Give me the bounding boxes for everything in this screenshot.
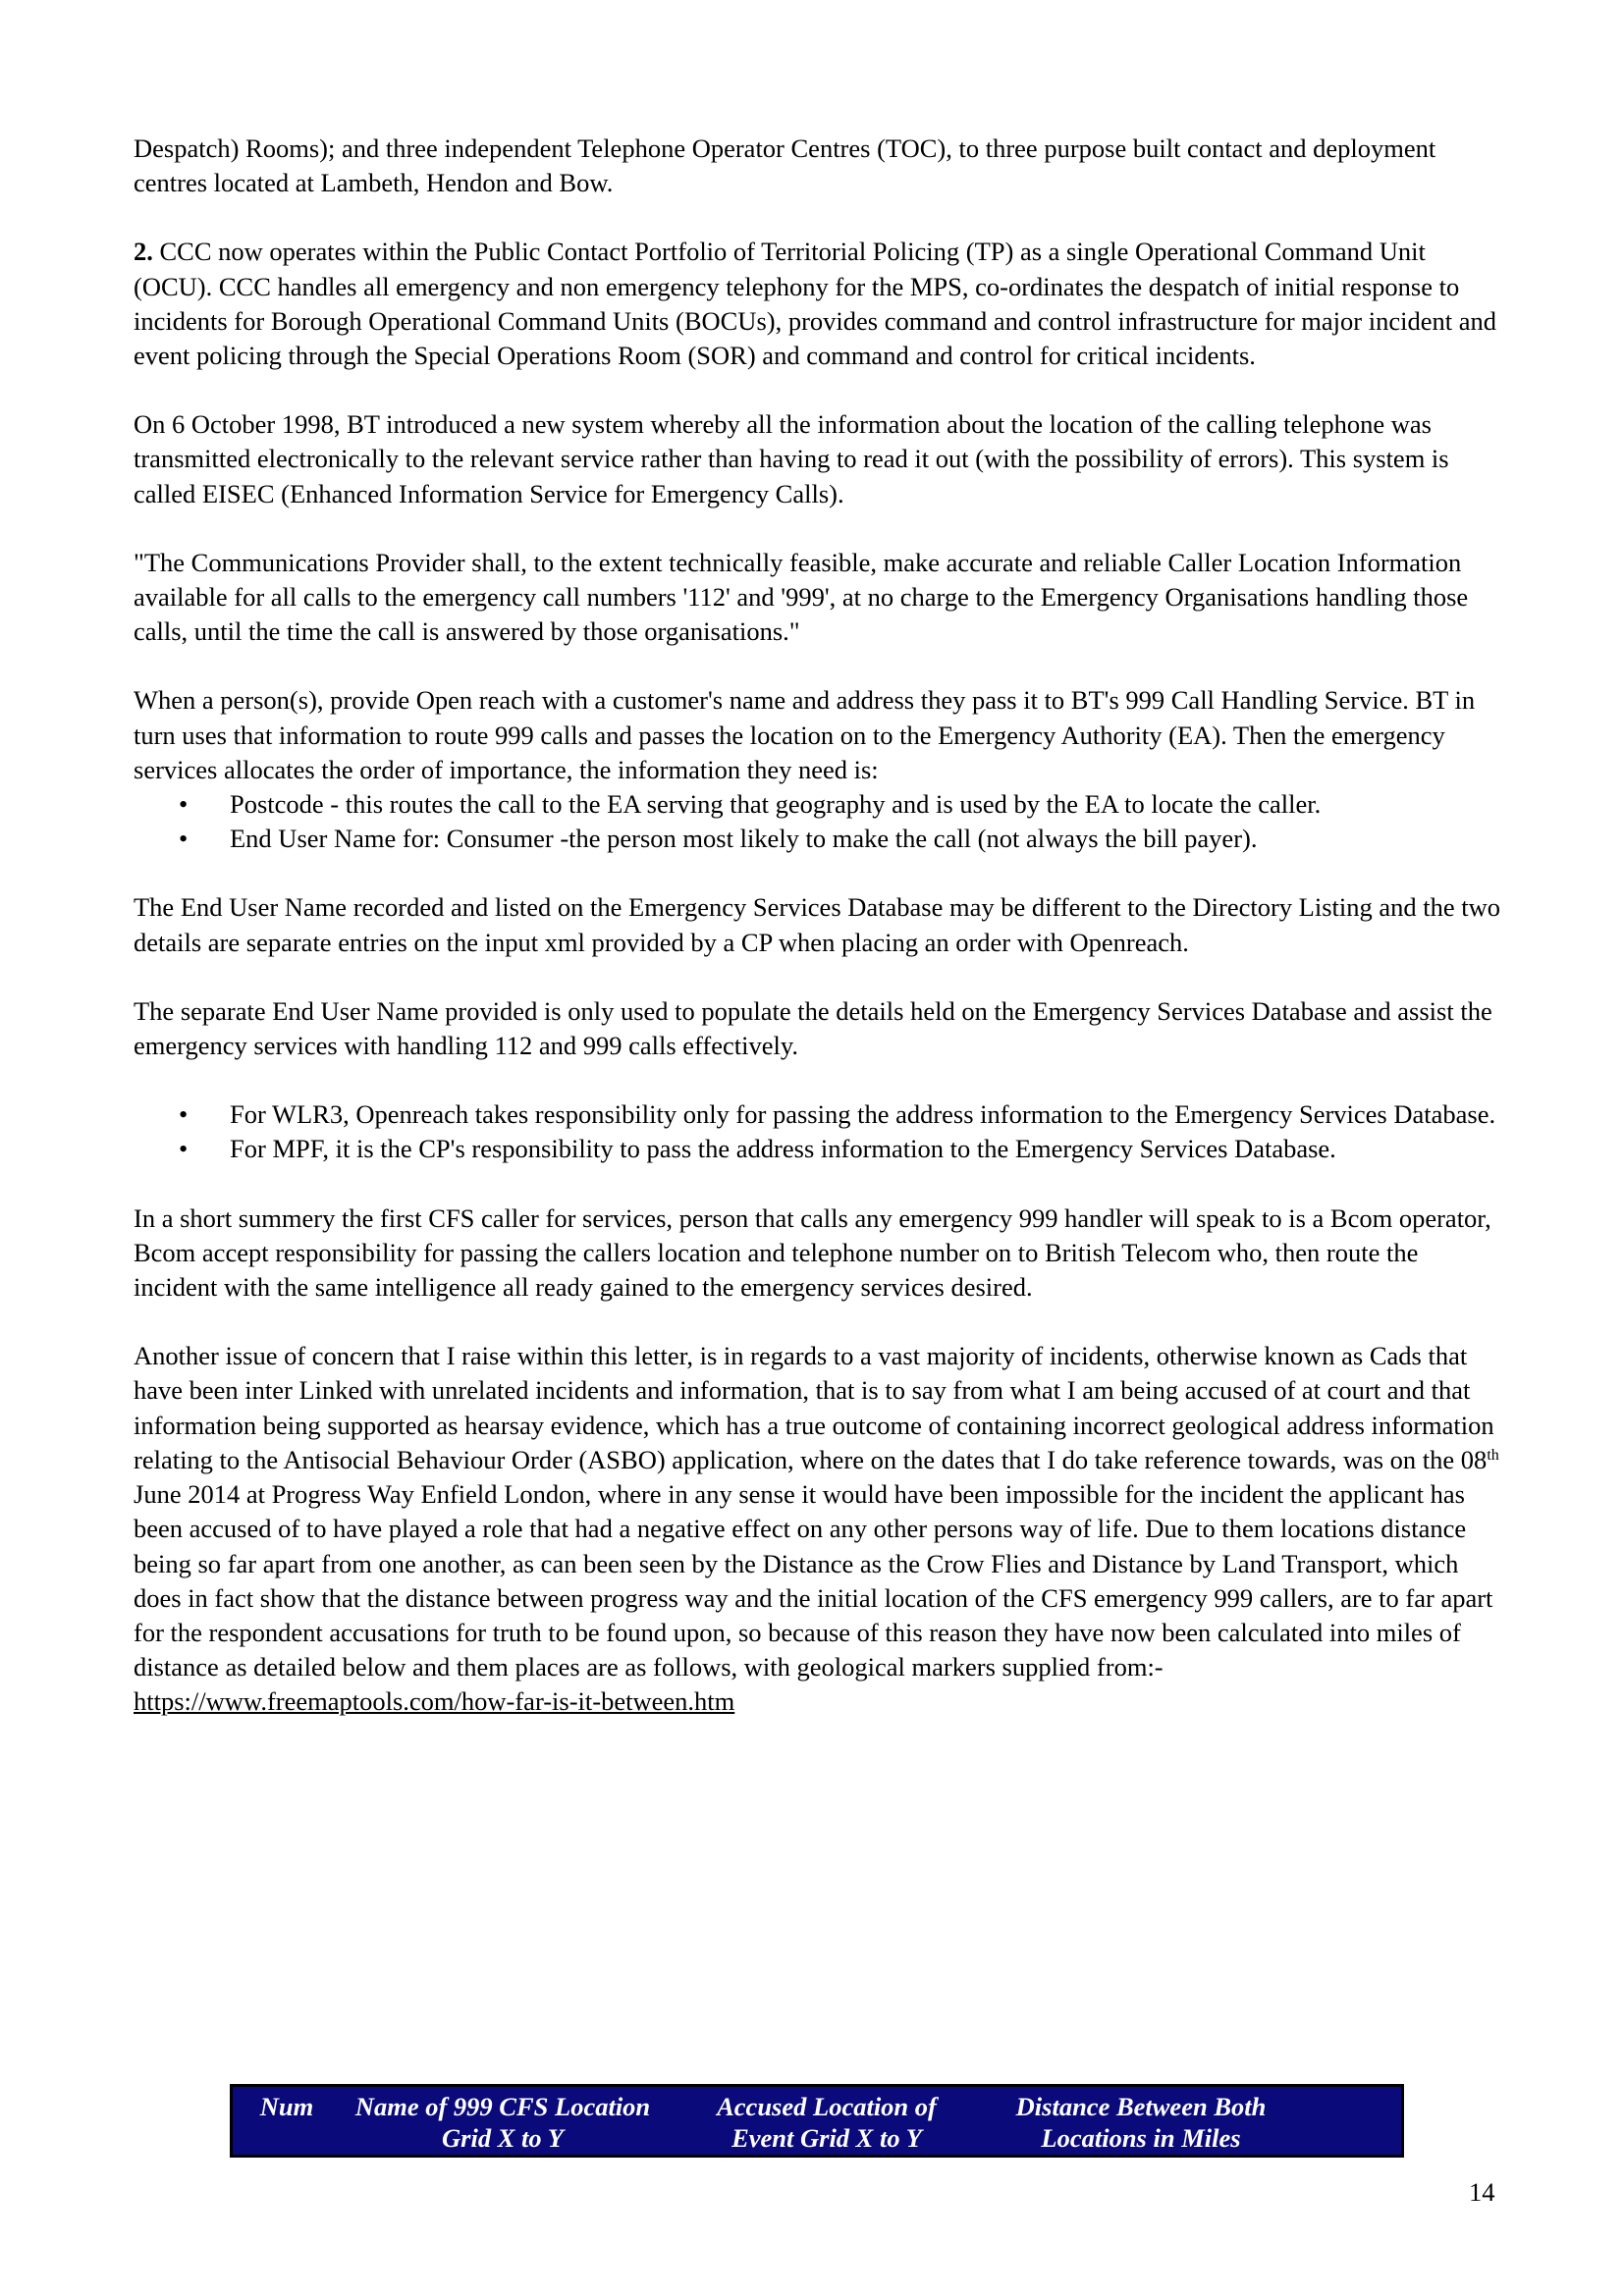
paragraph: The End User Name recorded and listed on the Emergency Services Database may be different to the Directory Listing and the two details are separate entries on the input xml provided by a CP when placing an order with Openreach. <box>134 892 1501 957</box>
table-header-cell <box>341 2087 665 2155</box>
header-cfs-location: Name of 999 CFS Location Grid X to Y <box>354 2092 651 2153</box>
list-item: • End User Name for: Consumer -the person most likely to make the call (not always the bill payer). <box>134 822 1508 856</box>
list-item: • For MPF, it is the CP's responsibility to pass the address information to the Emergency Services Database. <box>134 1132 1508 1166</box>
header-num: Num <box>259 2092 314 2121</box>
list-item: • Postcode - this routes the call to the EA serving that geography and is used by the EA to locate the caller. <box>134 787 1508 822</box>
list-item: • For WLR3, Openreach takes responsibility only for passing the address information to the Emergency Services Database. <box>134 1097 1508 1132</box>
paragraph-numbered <box>134 235 1508 373</box>
source-link[interactable]: https://www.freemaptools.com/how-far-is-it-between.htm <box>134 1686 735 1717</box>
paragraph: On 6 October 1998, BT introduced a new system whereby all the information about the location of the calling telephone was transmitted electronically to the relevant service rather than having to read it out (with the possibility of errors). This system is called EISEC (Enhanced Information Service for Emergency Calls). <box>134 409 1449 508</box>
paragraph: When a person(s), provide Open reach with a customer's name and address they pass it to BT's 999 Call Handling Service. BT in turn uses that information to route 999 calls and passes the location on to the Emergency Authority (EA). Then the emergency services allocates the order of importance, the information they need is: <box>134 685 1476 784</box>
bullet-list <box>134 787 1508 856</box>
table-header-cell <box>989 2087 1293 2155</box>
ordinal-suffix: th <box>1487 1446 1499 1464</box>
header-accused-location: Accused Location of Event Grid X to Y <box>717 2092 937 2153</box>
bullet-list <box>134 1097 1508 1166</box>
table-header-cell <box>665 2087 989 2155</box>
paragraph <box>134 1339 1508 1684</box>
paragraph-text: June 2014 at Progress Way Enfield London, where in any sense it would have been impossible for the incident the applicant has been accused of to have played a role that had a negative effect on any other persons way of life. Due to them locations distance being so far apart from one another, as can been seen by the Distance as the Crow Flies and Distance by Land Transport, which does in fact show that the distance between progress way and the initial location of the CFS emergency 999 callers, are to far apart for the respondent accusations for truth to be found upon, so because of this reason they have now been calculated into miles of distance as detailed below and them places are as follows, with geological markers supplied from:- <box>134 1479 1493 1682</box>
body-text <box>134 132 1508 1720</box>
paragraph-text: Another issue of concern that I raise within this letter, is in regards to a vast majority of incidents, otherwise known as Cads that have been inter Linked with unrelated incidents and information, that is to say from what I am being accused of at court and that information being supported as hearsay evidence, which has a true outcome of containing incorrect geological address information relating to the Antisocial Behaviour Order (ASBO) application, where on the dates that I do take reference towards, was on the 08 <box>134 1341 1494 1474</box>
paragraph: In a short summery the first CFS caller for services, person that calls any emergency 999 handler will speak to is a Bcom operator, Bcom accept responsibility for passing the callers location and telephone number on to British Telecom who, then route the incident with the same intelligence all ready gained to the emergency services desired. <box>134 1202 1491 1303</box>
paragraph: Despatch) Rooms); and three independent Telephone Operator Centres (TOC), to three purpose built contact and deployment centres located at Lambeth, Hendon and Bow. <box>134 133 1436 198</box>
paragraph-number: 2. <box>134 237 153 267</box>
paragraph: The separate End User Name provided is only used to populate the details held on the Emergency Services Database and assist the emergency services with handling 112 and 999 calls effectively. <box>134 995 1492 1061</box>
page-number: 14 <box>1469 2177 1495 2207</box>
header-distance: Distance Between Both Locations in Miles <box>1015 2092 1267 2153</box>
table-header-row <box>230 2084 1404 2158</box>
table-header-cell <box>233 2087 341 2155</box>
paragraph-text: CCC now operates within the Public Contact Portfolio of Territorial Policing (TP) as a single Operational Command Unit (OCU). CCC handles all emergency and non emergency telephony for the MPS, co-ordinates the despatch of initial response to incidents for Borough Operational Command Units (BOCUs), provides command and control infrastructure for major incident and event policing through the Special Operations Room (SOR) and command and control for critical incidents. <box>134 237 1496 371</box>
quote-paragraph: "The Communications Provider shall, to the extent technically feasible, make accurate and reliable Caller Location Information available for all calls to the emergency call numbers '112' and '999', at no charge to the Emergency Organisations handling those calls, until the time the call is answered by those organisations." <box>134 547 1469 647</box>
